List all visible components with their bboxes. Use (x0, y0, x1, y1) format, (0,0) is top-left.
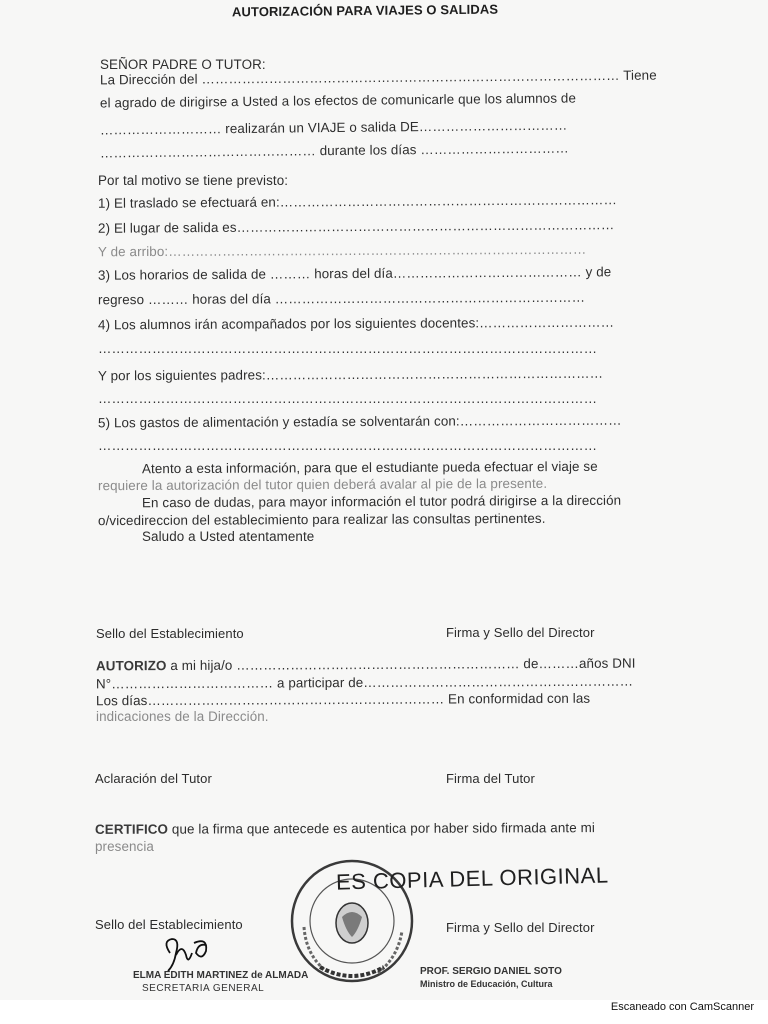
item-2: 2) El lugar de salida es………………………………………………………………………… (97, 217, 615, 236)
closing-p1-b: requiere la autorización del tutor quien deberá avalar al pie de la presente. (97, 475, 548, 494)
item-4-parents: Y por los siguientes padres:………………………………………………………………… (97, 365, 604, 384)
plan-intro: Por tal motivo se tiene previsto: (98, 173, 289, 188)
item-4-line-b: ………………………………………………………………………………………………… (98, 341, 598, 356)
item-1: 1) El traslado se efectuará en:………………………………………………………………… (97, 192, 618, 211)
sig1-left-label: Sello del Establecimiento (96, 626, 244, 641)
autorizo-word: AUTORIZO (95, 658, 167, 674)
item-5-line-b: ………………………………………………………………………………………………… (98, 438, 598, 453)
copy-stamp-text: ES COPIA DEL ORIGINAL (335, 862, 609, 895)
intro-line-4: ………………………………………… durante los días …………………………… (99, 140, 569, 161)
scanner-watermark: Escaneado con CamScanner (610, 1001, 754, 1013)
item-4-line-d: ………………………………………………………………………………………………… (98, 391, 598, 406)
intro-line-3: ……………………… realizarán un VIAJE o salida DE…………………………… (99, 117, 568, 138)
sig3-left-label: Sello del Establecimiento (95, 917, 243, 932)
item-2-arrival: Y de arribo:………………………………………………………………………………… (97, 241, 587, 260)
handwritten-signature (158, 935, 238, 975)
signatory-left-role: SECRETARIA GENERAL (142, 983, 265, 994)
certifico-line-1 (95, 820, 595, 837)
signatory-right-role: Ministro de Educación, Cultura (420, 979, 553, 989)
sig2-right-label: Firma del Tutor (446, 771, 535, 786)
item-3-return: regreso ……… horas del día …………………………………………………………… (97, 289, 586, 308)
certifico-line-2: presencia (95, 839, 154, 854)
salutation: SEÑOR PADRE O TUTOR: (100, 57, 266, 72)
item-3: 3) Los horarios de salida de ……… horas del día…………………………………… y de (97, 264, 612, 283)
signatory-right-name: PROF. SERGIO DANIEL SOTO (420, 966, 562, 977)
autorizo-line-2: N°……………………………… a participar de…………………………………………………… (95, 673, 634, 692)
intro-line-2: el agrado de dirigirse a Usted a los efectos de comunicarle que los alumnos de (99, 90, 577, 111)
signatory-left-name: ELMA EDITH MARTINEZ de ALMADA (133, 970, 309, 981)
autorizo-line-4: indicaciones de la Dirección. (96, 709, 269, 724)
sig3-right-label: Firma y Sello del Director (446, 920, 595, 935)
certifico-line-1-text: que la firma que antecede es autentica por haber sido firmada ante mi (171, 820, 595, 837)
autorizo-line-1-text: a mi hija/o ……………………………………………………… de………años DNI (170, 655, 636, 674)
closing-p3: Saludo a Usted atentamente (142, 529, 315, 544)
sig1-right-label: Firma y Sello del Director (446, 625, 595, 640)
closing-p2-b: o/vicedireccion del establecimiento para realizar las consultas pertinentes. (97, 510, 546, 529)
autorizo-line-1 (96, 656, 636, 674)
autorizo-line-3: Los días………………………………………………………… En conformidad con las (95, 690, 591, 709)
closing-p1-a: Atento a esta información, para que el estudiante pueda efectuar el viaje se (141, 458, 598, 477)
closing-p2-a: En caso de dudas, para mayor información el tutor podrá dirigirse a la dirección (141, 492, 622, 511)
document-title: AUTORIZACIÓN PARA VIAJES O SALIDAS (231, 1, 499, 20)
intro-line-1: La Dirección del ………………………………………………………………………………… Tiene (99, 67, 657, 88)
item-4: 4) Los alumnos irán acompañados por los siguientes docentes:………………………… (97, 314, 615, 333)
item-5: 5) Los gastos de alimentación y estadía se solventarán con:……………………………… (97, 412, 622, 431)
sig2-left-label: Aclaración del Tutor (95, 771, 212, 786)
certifico-word: CERTIFICO (94, 821, 169, 837)
